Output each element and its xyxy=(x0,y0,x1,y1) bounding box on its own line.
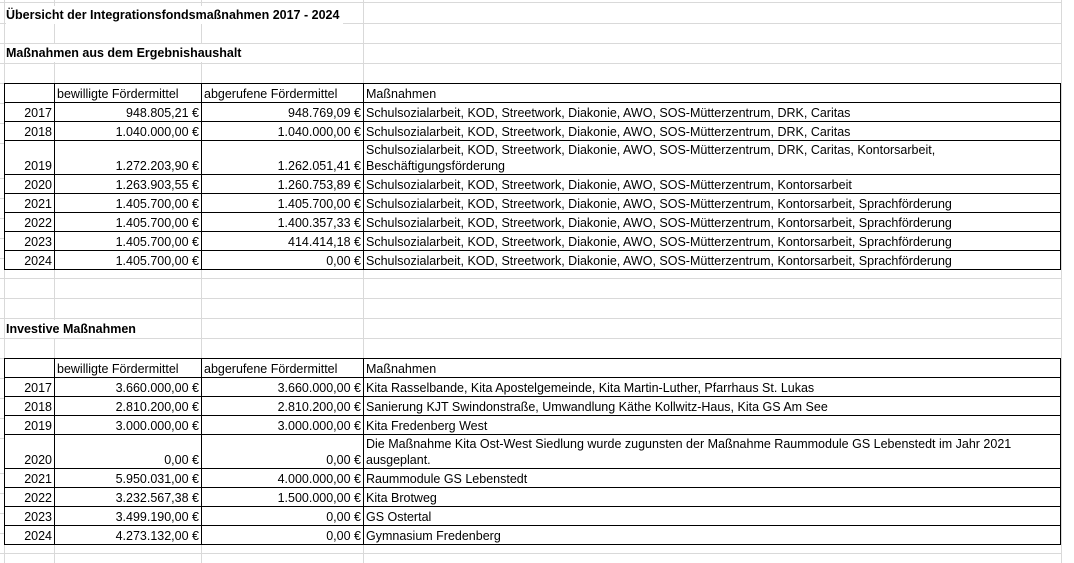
approved-funds-cell[interactable]: 948.805,21 € xyxy=(55,103,202,122)
ergebnishaushalt-table xyxy=(4,83,1061,270)
table-row xyxy=(5,213,1061,232)
called-funds-cell[interactable]: 1.040.000,00 € xyxy=(202,122,364,141)
approved-funds-cell[interactable]: 1.405.700,00 € xyxy=(55,251,202,270)
year-cell[interactable]: 2022 xyxy=(5,488,55,507)
year-cell[interactable]: 2024 xyxy=(5,251,55,270)
called-funds-cell[interactable]: 1.400.357,33 € xyxy=(202,213,364,232)
table-row xyxy=(5,397,1061,416)
measures-cell[interactable]: Schulsozialarbeit, KOD, Streetwork, Diakonie, AWO, SOS-Mütterzentrum, Kontorsarbeit, Sprachförderung xyxy=(364,232,1061,251)
year-cell[interactable]: 2023 xyxy=(5,507,55,526)
approved-funds-cell[interactable]: 1.405.700,00 € xyxy=(55,232,202,251)
table-row xyxy=(5,232,1061,251)
gridline xyxy=(0,338,1062,339)
measures-cell[interactable]: Die Maßnahme Kita Ost-West Siedlung wurde zugunsten der Maßnahme Raummodule GS Lebenstedt im Jahr 2021 ausgeplant. xyxy=(364,435,1061,469)
approved-funds-cell[interactable]: 3.499.190,00 € xyxy=(55,507,202,526)
measures-cell[interactable]: Sanierung KJT Swindonstraße, Umwandlung Käthe Kollwitz-Haus, Kita GS Am See xyxy=(364,397,1061,416)
year-cell[interactable]: 2023 xyxy=(5,232,55,251)
year-cell[interactable]: 2017 xyxy=(5,103,55,122)
table-header-row xyxy=(5,359,1061,378)
measures-cell[interactable]: Kita Brotweg xyxy=(364,488,1061,507)
table-row xyxy=(5,103,1061,122)
gridline xyxy=(0,63,1062,64)
gridline xyxy=(0,553,1062,554)
year-cell[interactable]: 2020 xyxy=(5,175,55,194)
table-row xyxy=(5,194,1061,213)
measures-cell[interactable]: GS Ostertal xyxy=(364,507,1061,526)
column-header[interactable]: Maßnahmen xyxy=(364,359,1061,378)
table-row xyxy=(5,378,1061,397)
sheet-title[interactable]: Übersicht der Integrationsfondsmaßnahmen 2017 - 2024 xyxy=(6,6,343,24)
measures-cell[interactable]: Schulsozialarbeit, KOD, Streetwork, Diakonie, AWO, SOS-Mütterzentrum, Kontorsarbeit, Sprachförderung xyxy=(364,213,1061,232)
investive-table xyxy=(4,358,1061,545)
year-cell[interactable]: 2022 xyxy=(5,213,55,232)
approved-funds-cell[interactable]: 5.950.031,00 € xyxy=(55,469,202,488)
approved-funds-cell[interactable]: 1.040.000,00 € xyxy=(55,122,202,141)
called-funds-cell[interactable]: 948.769,09 € xyxy=(202,103,364,122)
approved-funds-cell[interactable]: 0,00 € xyxy=(55,435,202,469)
approved-funds-cell[interactable]: 3.232.567,38 € xyxy=(55,488,202,507)
measures-cell[interactable]: Kita Rasselbande, Kita Apostelgemeinde, Kita Martin-Luther, Pfarrhaus St. Lukas xyxy=(364,378,1061,397)
called-funds-cell[interactable]: 1.262.051,41 € xyxy=(202,141,364,175)
year-cell[interactable]: 2021 xyxy=(5,194,55,213)
called-funds-cell[interactable]: 1.260.753,89 € xyxy=(202,175,364,194)
called-funds-cell[interactable]: 2.810.200,00 € xyxy=(202,397,364,416)
table-header-row xyxy=(5,84,1061,103)
gridline xyxy=(0,278,1062,279)
gridline xyxy=(0,298,1062,299)
approved-funds-cell[interactable]: 1.405.700,00 € xyxy=(55,194,202,213)
year-cell[interactable]: 2017 xyxy=(5,378,55,397)
approved-funds-cell[interactable]: 4.273.132,00 € xyxy=(55,526,202,545)
year-cell[interactable]: 2019 xyxy=(5,141,55,175)
table-row xyxy=(5,122,1061,141)
called-funds-cell[interactable]: 0,00 € xyxy=(202,435,364,469)
measures-cell[interactable]: Schulsozialarbeit, KOD, Streetwork, Diakonie, AWO, SOS-Mütterzentrum, DRK, Caritas xyxy=(364,103,1061,122)
measures-cell[interactable]: Schulsozialarbeit, KOD, Streetwork, Diakonie, AWO, SOS-Mütterzentrum, DRK, Caritas xyxy=(364,122,1061,141)
section-heading-ergebnishaushalt[interactable]: Maßnahmen aus dem Ergebnishaushalt xyxy=(6,44,245,62)
table-row xyxy=(5,416,1061,435)
called-funds-cell[interactable]: 0,00 € xyxy=(202,507,364,526)
approved-funds-cell[interactable]: 1.405.700,00 € xyxy=(55,213,202,232)
column-header[interactable]: Maßnahmen xyxy=(364,84,1061,103)
measures-cell[interactable]: Schulsozialarbeit, KOD, Streetwork, Diakonie, AWO, SOS-Mütterzentrum, Kontorsarbeit, Sprachförderung xyxy=(364,194,1061,213)
column-header[interactable] xyxy=(5,359,55,378)
measures-cell[interactable]: Raummodule GS Lebenstedt xyxy=(364,469,1061,488)
table-row xyxy=(5,141,1061,175)
column-header[interactable]: bewilligte Fördermittel xyxy=(55,84,202,103)
called-funds-cell[interactable]: 1.500.000,00 € xyxy=(202,488,364,507)
year-cell[interactable]: 2021 xyxy=(5,469,55,488)
year-cell[interactable]: 2019 xyxy=(5,416,55,435)
table-row xyxy=(5,175,1061,194)
measures-cell[interactable]: Schulsozialarbeit, KOD, Streetwork, Diakonie, AWO, SOS-Mütterzentrum, DRK, Caritas, Kontorsarbeit, Beschäftigungsförderung xyxy=(364,141,1061,175)
measures-cell[interactable]: Kita Fredenberg West xyxy=(364,416,1061,435)
approved-funds-cell[interactable]: 2.810.200,00 € xyxy=(55,397,202,416)
called-funds-cell[interactable]: 0,00 € xyxy=(202,526,364,545)
year-cell[interactable]: 2024 xyxy=(5,526,55,545)
called-funds-cell[interactable]: 1.405.700,00 € xyxy=(202,194,364,213)
column-header[interactable]: abgerufene Fördermittel xyxy=(202,84,364,103)
year-cell[interactable]: 2018 xyxy=(5,122,55,141)
table-row xyxy=(5,469,1061,488)
called-funds-cell[interactable]: 414.414,18 € xyxy=(202,232,364,251)
column-header[interactable]: abgerufene Fördermittel xyxy=(202,359,364,378)
table-row xyxy=(5,526,1061,545)
table-row xyxy=(5,435,1061,469)
approved-funds-cell[interactable]: 3.000.000,00 € xyxy=(55,416,202,435)
column-header[interactable] xyxy=(5,84,55,103)
called-funds-cell[interactable]: 3.000.000,00 € xyxy=(202,416,364,435)
column-header[interactable]: bewilligte Fördermittel xyxy=(55,359,202,378)
year-cell[interactable]: 2020 xyxy=(5,435,55,469)
measures-cell[interactable]: Gymnasium Fredenberg xyxy=(364,526,1061,545)
gridline xyxy=(0,2,1062,3)
called-funds-cell[interactable]: 0,00 € xyxy=(202,251,364,270)
approved-funds-cell[interactable]: 1.263.903,55 € xyxy=(55,175,202,194)
section-heading-investive[interactable]: Investive Maßnahmen xyxy=(6,320,140,338)
year-cell[interactable]: 2018 xyxy=(5,397,55,416)
called-funds-cell[interactable]: 4.000.000,00 € xyxy=(202,469,364,488)
measures-cell[interactable]: Schulsozialarbeit, KOD, Streetwork, Diakonie, AWO, SOS-Mütterzentrum, Kontorsarbeit, Sprachförderung xyxy=(364,251,1061,270)
table-row xyxy=(5,251,1061,270)
measures-cell[interactable]: Schulsozialarbeit, KOD, Streetwork, Diakonie, AWO, SOS-Mütterzentrum, Kontorsarbeit xyxy=(364,175,1061,194)
called-funds-cell[interactable]: 3.660.000,00 € xyxy=(202,378,364,397)
table-row xyxy=(5,507,1061,526)
table-row xyxy=(5,488,1061,507)
approved-funds-cell[interactable]: 3.660.000,00 € xyxy=(55,378,202,397)
gridline xyxy=(0,318,1062,319)
approved-funds-cell[interactable]: 1.272.203,90 € xyxy=(55,141,202,175)
gridline xyxy=(1061,0,1062,563)
